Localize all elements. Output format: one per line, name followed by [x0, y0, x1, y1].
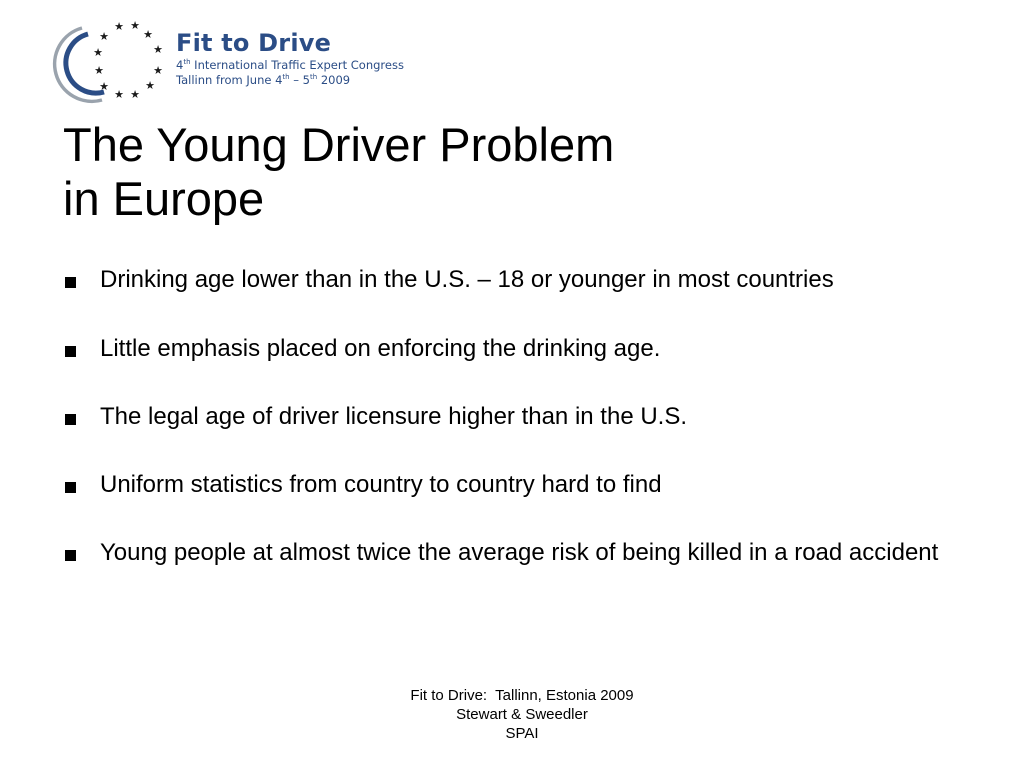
footer-line-2: Stewart & Sweedler — [456, 706, 588, 723]
congress-ordinal: 4 — [176, 58, 184, 72]
svg-text:★: ★ — [130, 88, 140, 101]
bullet-text: Little emphasis placed on enforcing the drinking age. — [100, 335, 661, 362]
dates-start-suffix: th — [282, 73, 290, 81]
bullet-item — [64, 539, 944, 567]
bullet-item — [64, 403, 944, 431]
footer-line-3: SPAI — [505, 725, 539, 742]
bullet-text: Drinking age lower than in the U.S. – 18 or younger in most countries — [100, 266, 834, 293]
square-bullet-icon — [65, 414, 76, 425]
bullet-item — [64, 266, 944, 294]
svg-text:★: ★ — [99, 80, 109, 93]
logo-dates-line — [176, 73, 404, 88]
square-bullet-icon — [65, 550, 76, 561]
bullet-item — [64, 471, 944, 499]
congress-ordinal-suffix: th — [183, 58, 191, 66]
dates-end-suffix: th — [310, 73, 318, 81]
congress-name: International Traffic Expert Congress — [190, 58, 404, 72]
svg-text:★: ★ — [143, 28, 153, 41]
logo-emblem-icon — [40, 14, 170, 106]
square-bullet-icon — [65, 346, 76, 357]
svg-text:★: ★ — [99, 30, 109, 43]
bullet-item — [64, 335, 944, 363]
logo-congress-line — [176, 58, 404, 73]
bullet-text: The legal age of driver licensure higher than in the U.S. — [100, 403, 688, 430]
square-bullet-icon — [65, 482, 76, 493]
slide-title-line-1: The Young Driver Problem — [63, 118, 615, 171]
svg-text:★: ★ — [130, 19, 140, 32]
svg-text:★: ★ — [93, 46, 103, 59]
dates-year: 2009 — [317, 73, 351, 87]
slide-title-line-2: in Europe — [63, 172, 265, 225]
svg-text:★: ★ — [114, 88, 124, 101]
slide-footer — [362, 686, 682, 743]
square-bullet-icon — [65, 277, 76, 288]
svg-text:★: ★ — [145, 79, 155, 92]
dates-separator: – 5 — [289, 73, 310, 87]
bullet-text: Uniform statistics from country to country hard to find — [100, 471, 662, 498]
bullet-list — [64, 266, 944, 607]
footer-line-1: Fit to Drive: Tallinn, Estonia 2009 — [410, 687, 634, 704]
svg-text:★: ★ — [114, 20, 124, 33]
logo-name: Fit to Drive — [176, 29, 332, 57]
svg-text:★: ★ — [94, 64, 104, 77]
bullet-text: Young people at almost twice the average risk of being killed in a road accident — [100, 539, 939, 566]
dates-prefix: Tallinn from June 4 — [176, 73, 283, 87]
svg-text:★: ★ — [153, 64, 163, 77]
slide-title — [63, 118, 614, 226]
svg-text:★: ★ — [153, 43, 163, 56]
logo-text-block — [176, 28, 404, 88]
conference-logo — [40, 14, 420, 106]
